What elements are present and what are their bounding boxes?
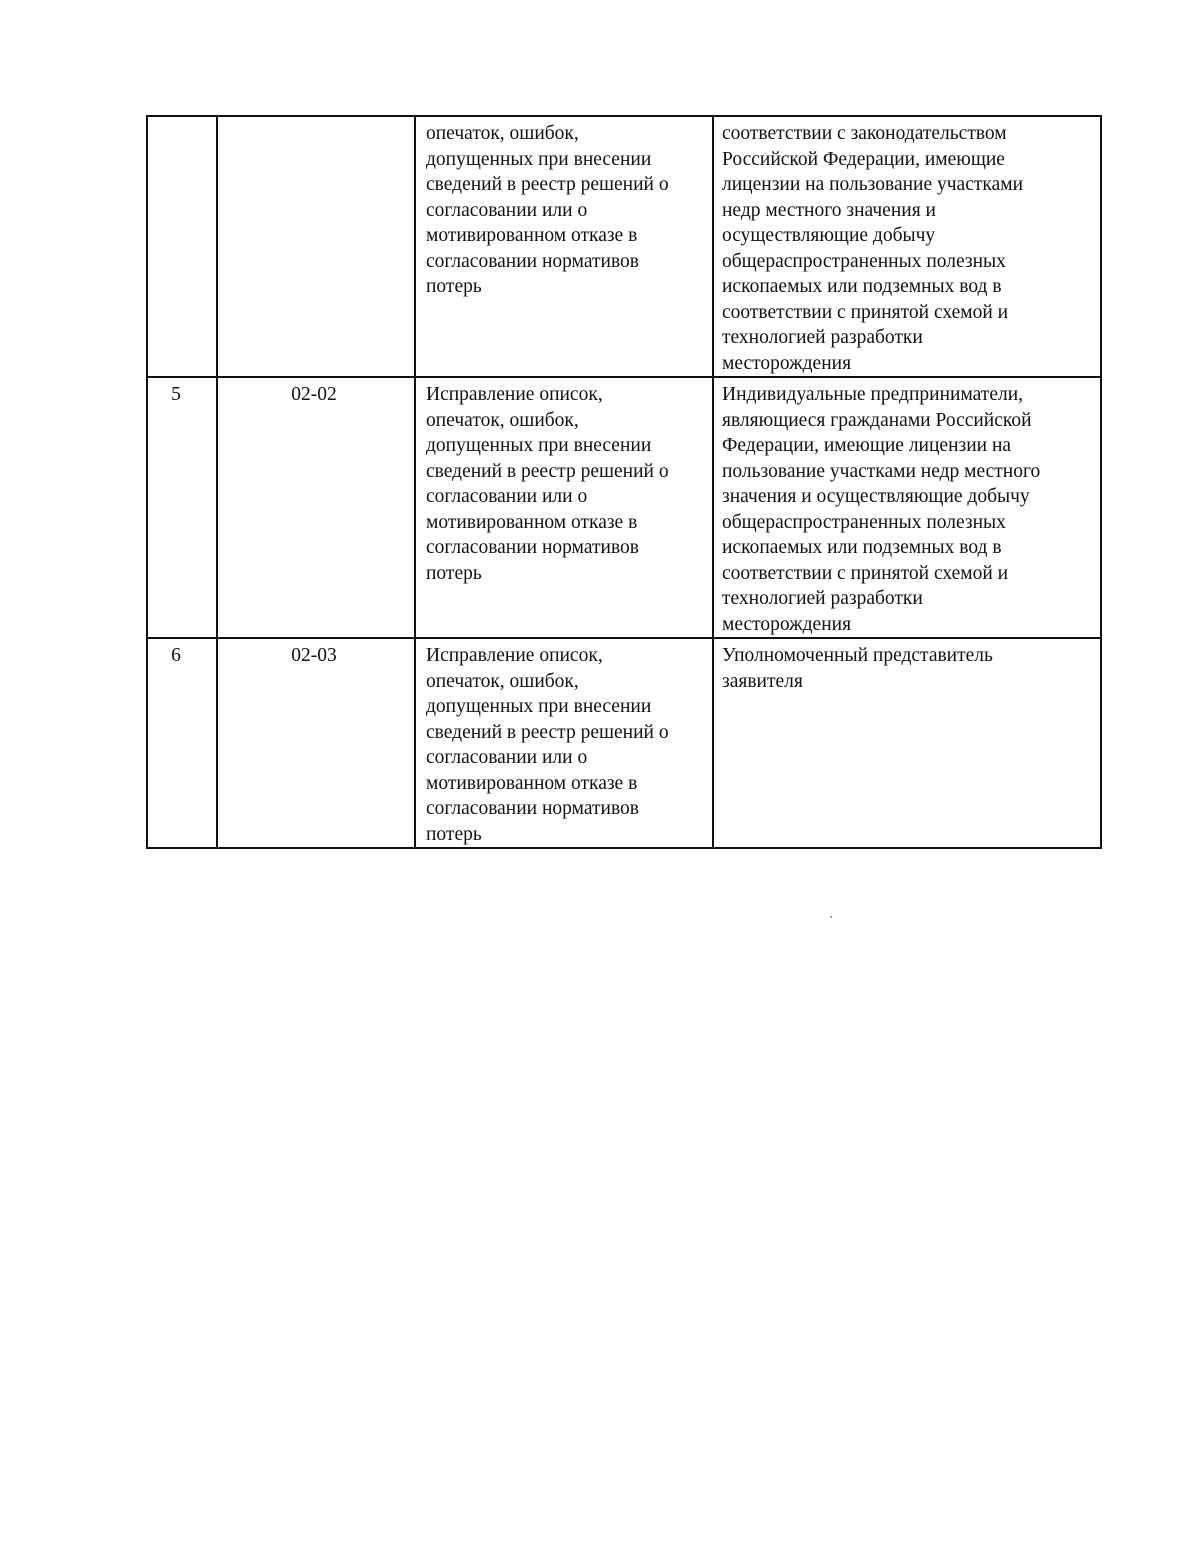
service-name: опечаток, ошибок, допущенных при внесении сведений в реестр решений о согласовании или о мотивированном отказе в согласовании нормативов потерь — [426, 123, 669, 297]
row-number-cell — [147, 377, 217, 638]
services-table — [146, 115, 1102, 849]
row-number-cell — [147, 638, 217, 848]
scan-speck — [830, 916, 832, 918]
applicant-category: соответствии с законодательством Российской Федерации, имеющие лицензии на пользование участками недр местного значения и осуществляющие добычу общераспространенных полезных ископаемых или подземных вод в соответствии с принятой схемой и технологией разработки месторождения — [722, 123, 1024, 374]
row-number: 6 — [171, 645, 181, 666]
service-name-cell — [415, 638, 713, 848]
service-code-cell — [217, 638, 415, 848]
table-row — [147, 377, 1101, 638]
service-name-cell — [415, 116, 713, 377]
row-number-cell — [147, 116, 217, 377]
applicant-category-cell — [713, 377, 1101, 638]
service-name-cell — [415, 377, 713, 638]
applicant-category: Уполномоченный представитель заявителя — [722, 645, 993, 692]
table-row — [147, 116, 1101, 377]
service-name: Исправление описок, опечаток, ошибок, допущенных при внесении сведений в реестр решений о согласовании или о мотивированном отказе в согласовании нормативов потерь — [426, 384, 669, 584]
applicant-category: Индивидуальные предприниматели, являющиеся гражданами Российской Федерации, имеющие лицензии на пользование участками недр местного значения и осуществляющие добычу общераспространенных полезных ископаемых или подземных вод в соответствии с принятой схемой и технологией разработки месторождения — [722, 384, 1041, 635]
service-code: 02-02 — [291, 384, 337, 405]
row-number: 5 — [171, 384, 181, 405]
applicant-category-cell — [713, 116, 1101, 377]
table-row — [147, 638, 1101, 848]
applicant-category-cell — [713, 638, 1101, 848]
service-code-cell — [217, 116, 415, 377]
service-code-cell — [217, 377, 415, 638]
service-name: Исправление описок, опечаток, ошибок, допущенных при внесении сведений в реестр решений о согласовании или о мотивированном отказе в согласовании нормативов потерь — [426, 645, 669, 845]
service-code: 02-03 — [291, 645, 337, 666]
